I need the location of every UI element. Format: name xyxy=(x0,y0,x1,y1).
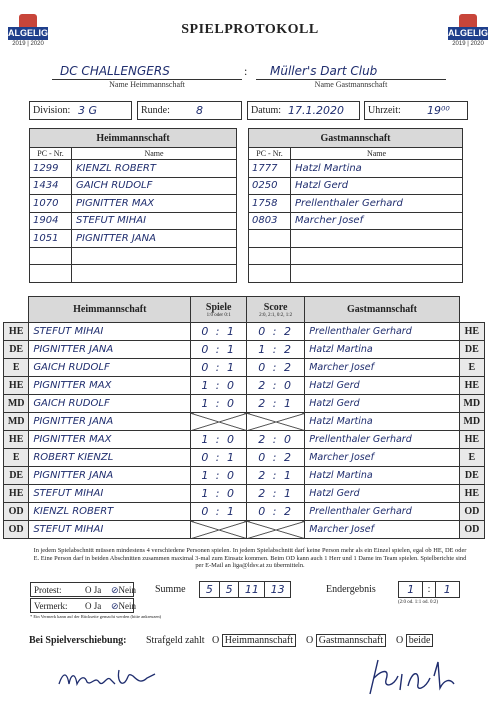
roster-name-cell[interactable]: Marcher Josef xyxy=(291,212,463,230)
roster-row xyxy=(249,160,463,178)
match-type-right: OD xyxy=(459,503,484,521)
roster-pc-cell[interactable]: 1758 xyxy=(249,195,291,213)
division-field[interactable]: 3 G xyxy=(78,104,98,117)
logo-year: 2019 | 2020 xyxy=(452,41,484,47)
roster-pc-cell[interactable] xyxy=(30,247,72,265)
roster-pc-cell[interactable]: 1051 xyxy=(30,230,72,248)
roster-row xyxy=(30,212,237,230)
match-score-cell[interactable]: 2 : 0 xyxy=(247,431,305,449)
match-score-cell[interactable]: 2 : 1 xyxy=(247,467,305,485)
roster-pc-cell[interactable] xyxy=(249,247,291,265)
roster-pc-cell[interactable] xyxy=(249,265,291,283)
roster-name-cell[interactable]: KIENZL ROBERT xyxy=(72,160,237,178)
matches-table xyxy=(3,296,485,539)
roster-pc-cell[interactable]: 1777 xyxy=(249,160,291,178)
roster-row xyxy=(249,265,463,283)
match-guest-player[interactable]: Hatzl Martina xyxy=(305,341,459,359)
match-type-right: HE xyxy=(459,485,484,503)
match-row xyxy=(4,485,485,503)
match-spiele-cell[interactable] xyxy=(191,413,247,431)
pc-header: PC - Nr. xyxy=(30,148,72,160)
roster-name-cell[interactable]: Prellenthaler Gerhard xyxy=(291,195,463,213)
match-score-cell[interactable] xyxy=(247,521,305,539)
matches-score-header: Score 2:0, 2:1, 0:2, 1:2 xyxy=(247,297,305,323)
match-type-right: DE xyxy=(459,467,484,485)
option-gast[interactable]: O Gastmannschaft xyxy=(306,635,386,646)
match-type-right: HE xyxy=(459,431,484,449)
roster-name-cell[interactable] xyxy=(72,265,237,283)
protest-nein[interactable]: ⊘Nein xyxy=(111,585,137,595)
match-type-right: E xyxy=(459,359,484,377)
match-row xyxy=(4,323,485,341)
verschiebung-label: Bei Spielverschiebung: xyxy=(29,635,127,646)
division-box: Division: 3 G xyxy=(29,101,132,120)
match-type-left: HE xyxy=(4,431,29,449)
match-score-cell[interactable]: 2 : 0 xyxy=(247,377,305,395)
runde-box: Runde: 8 xyxy=(137,101,242,120)
home-roster-table xyxy=(29,128,237,283)
match-type-left: HE xyxy=(4,485,29,503)
match-guest-player[interactable]: Marcher Josef xyxy=(305,359,459,377)
roster-name-cell[interactable] xyxy=(72,247,237,265)
match-type-left: OD xyxy=(4,521,29,539)
roster-row xyxy=(249,195,463,213)
match-type-right: HE xyxy=(459,377,484,395)
match-spiele-cell[interactable]: 0 : 1 xyxy=(191,449,247,467)
roster-pc-cell[interactable]: 1434 xyxy=(30,177,72,195)
match-score-cell[interactable]: 1 : 2 xyxy=(247,341,305,359)
match-type-right: MD xyxy=(459,413,484,431)
match-guest-player[interactable]: Prellenthaler Gerhard xyxy=(305,431,459,449)
match-home-player[interactable]: STEFUT MIHAI xyxy=(29,323,191,341)
roster-pc-cell[interactable]: 0803 xyxy=(249,212,291,230)
match-spiele-cell[interactable]: 1 : 0 xyxy=(191,485,247,503)
name-header: Name xyxy=(291,148,463,160)
strafgeld-text: Strafgeld zahlt xyxy=(146,635,205,646)
roster-row xyxy=(30,195,237,213)
pc-header: PC - Nr. xyxy=(249,148,291,160)
summe-score-home[interactable]: 11 xyxy=(239,582,265,598)
match-home-player[interactable]: GAICH RUDOLF xyxy=(29,359,191,377)
rules-text: In jedem Spielabschnitt müssen mindestens 4 verschiedene Personen spielen. In jedem Spielabschnitt darf keine Person mehr als ein Einzel spielen, egal ob HE, DE oder E. Eine Person darf in beiden Abschnitten zusammen maximal 3-mal zum Einsatz kommen. Beim OD kann auch 1 Herr und 1 Dame im Team spielen. Spielberichte sind per E-Mail an liga@ldsv.at zu übermitteln. xyxy=(33,547,467,570)
match-row xyxy=(4,503,485,521)
summe-spiele-guest[interactable]: 5 xyxy=(219,582,239,598)
match-type-left: MD xyxy=(4,413,29,431)
match-home-player[interactable]: ROBERT KIENZL xyxy=(29,449,191,467)
match-score-cell[interactable]: 0 : 2 xyxy=(247,359,305,377)
match-score-cell[interactable] xyxy=(247,413,305,431)
protest-box: Protest: O Ja ⊘Nein xyxy=(30,582,134,597)
option-beide[interactable]: O beide xyxy=(396,635,433,646)
vermerk-box: Vermerk: O Ja ⊘Nein xyxy=(30,598,134,613)
roster-row xyxy=(30,265,237,283)
match-type-right: OD xyxy=(459,521,484,539)
endergebnis-label: Endergebnis xyxy=(326,584,376,595)
summe-table xyxy=(199,581,291,598)
match-score-cell[interactable]: 2 : 1 xyxy=(247,485,305,503)
match-guest-player[interactable]: Prellenthaler Gerhard xyxy=(305,503,459,521)
roster-row xyxy=(30,247,237,265)
page-title: SPIELPROTOKOLL xyxy=(181,22,319,37)
matches-spiele-header: Spiele 1:0 oder 0:1 xyxy=(191,297,247,323)
roster-row xyxy=(30,177,237,195)
roster-name-cell[interactable]: PIGNITTER JANA xyxy=(72,230,237,248)
match-type-left: E xyxy=(4,359,29,377)
roster-row xyxy=(249,212,463,230)
match-home-player[interactable]: STEFUT MIHAI xyxy=(29,485,191,503)
vermerk-nein[interactable]: ⊘Nein xyxy=(111,601,137,611)
match-guest-player[interactable]: Hatzl Gerd xyxy=(305,485,459,503)
match-type-right: E xyxy=(459,449,484,467)
match-spiele-cell[interactable]: 1 : 0 xyxy=(191,431,247,449)
roster-pc-cell[interactable] xyxy=(30,265,72,283)
match-type-left: HE xyxy=(4,323,29,341)
logo-text: ALGELIGA xyxy=(8,28,55,38)
protest-ja[interactable]: O Ja xyxy=(85,585,102,595)
roster-pc-cell[interactable]: 1904 xyxy=(30,212,72,230)
endergebnis-hint: (2:0 od. 1:1 od. 0:2) xyxy=(398,600,438,605)
match-row xyxy=(4,467,485,485)
matches-guest-header: Gastmannschaft xyxy=(305,297,459,323)
match-home-player[interactable]: GAICH RUDOLF xyxy=(29,395,191,413)
logo-text: ALGELIGA xyxy=(448,28,495,38)
match-score-cell[interactable]: 0 : 2 xyxy=(247,449,305,467)
endergebnis-table: 1 : 1 xyxy=(398,581,460,598)
endergebnis-guest[interactable]: 1 xyxy=(435,582,459,598)
roster-row xyxy=(249,177,463,195)
match-score-cell[interactable]: 0 : 2 xyxy=(247,323,305,341)
match-guest-player[interactable]: Hatzl Martina xyxy=(305,413,459,431)
match-spiele-cell[interactable]: 0 : 1 xyxy=(191,503,247,521)
match-home-player[interactable]: PIGNITTER JANA xyxy=(29,341,191,359)
match-type-left: MD xyxy=(4,395,29,413)
roster-name-cell[interactable]: STEFUT MIHAI xyxy=(72,212,237,230)
match-type-right: MD xyxy=(459,395,484,413)
roster-row xyxy=(30,160,237,178)
summe-score-guest[interactable]: 13 xyxy=(265,582,291,598)
datum-field[interactable]: 17.1.2020 xyxy=(288,104,344,117)
match-guest-player[interactable]: Hatzl Martina xyxy=(305,467,459,485)
home-team-name[interactable]: DC CHALLENGERS xyxy=(60,64,170,78)
runde-field[interactable]: 8 xyxy=(196,104,203,117)
roster-name-cell[interactable]: Hatzl Gerd xyxy=(291,177,463,195)
signature-home xyxy=(360,650,460,700)
roster-row xyxy=(249,247,463,265)
match-row xyxy=(4,449,485,467)
uhrzeit-box: Uhrzeit: 19⁰⁰ xyxy=(364,101,468,120)
match-guest-player[interactable]: Hatzl Gerd xyxy=(305,395,459,413)
roster-name-cell[interactable]: PIGNITTER MAX xyxy=(72,195,237,213)
home-team-caption: Name Heimmannschaft xyxy=(109,80,185,89)
match-guest-player[interactable]: Prellenthaler Gerhard xyxy=(305,323,459,341)
match-spiele-cell[interactable]: 0 : 1 xyxy=(191,359,247,377)
match-type-left: OD xyxy=(4,503,29,521)
summe-spiele-home[interactable]: 5 xyxy=(200,582,220,598)
match-row xyxy=(4,413,485,431)
match-home-player[interactable]: PIGNITTER MAX xyxy=(29,377,191,395)
guest-team-caption: Name Gastmannschaft xyxy=(314,80,388,89)
footnote: * Ein Vermerk kann auf der Rückseite gemacht werden (bitte ankreuzen) xyxy=(30,614,162,619)
logo-year: 2019 | 2020 xyxy=(12,41,44,47)
match-spiele-cell[interactable]: 1 : 0 xyxy=(191,395,247,413)
match-home-player[interactable]: PIGNITTER JANA xyxy=(29,413,191,431)
roster-name-cell[interactable]: GAICH RUDOLF xyxy=(72,177,237,195)
roster-name-cell[interactable]: Hatzl Martina xyxy=(291,160,463,178)
roster-pc-cell[interactable]: 1299 xyxy=(30,160,72,178)
match-spiele-cell[interactable]: 0 : 1 xyxy=(191,341,247,359)
match-home-player[interactable]: PIGNITTER JANA xyxy=(29,467,191,485)
match-row xyxy=(4,341,485,359)
roster-row xyxy=(249,230,463,248)
roster-name-cell[interactable] xyxy=(291,265,463,283)
match-guest-player[interactable]: Hatzl Gerd xyxy=(305,377,459,395)
match-type-left: HE xyxy=(4,377,29,395)
roster-pc-cell[interactable]: 0250 xyxy=(249,177,291,195)
match-home-player[interactable]: STEFUT MIHAI xyxy=(29,521,191,539)
roster-pc-cell[interactable]: 1070 xyxy=(30,195,72,213)
match-type-left: DE xyxy=(4,341,29,359)
match-type-right: HE xyxy=(459,323,484,341)
option-heim[interactable]: O Heimmannschaft xyxy=(212,635,296,646)
roster-name-cell[interactable] xyxy=(291,247,463,265)
roster-row xyxy=(30,230,237,248)
match-score-cell[interactable]: 0 : 2 xyxy=(247,503,305,521)
uhrzeit-field[interactable]: 19⁰⁰ xyxy=(427,104,450,117)
match-home-player[interactable]: PIGNITTER MAX xyxy=(29,431,191,449)
match-type-left: DE xyxy=(4,467,29,485)
endergebnis-home[interactable]: 1 xyxy=(399,582,423,598)
match-spiele-cell[interactable]: 1 : 0 xyxy=(191,377,247,395)
match-spiele-cell[interactable]: 1 : 0 xyxy=(191,467,247,485)
roster-pc-cell[interactable] xyxy=(249,230,291,248)
match-spiele-cell[interactable] xyxy=(191,521,247,539)
match-row xyxy=(4,359,485,377)
matches-home-header: Heimmannschaft xyxy=(29,297,191,323)
match-home-player[interactable]: KIENZL ROBERT xyxy=(29,503,191,521)
match-row xyxy=(4,395,485,413)
match-score-cell[interactable]: 2 : 1 xyxy=(247,395,305,413)
signature-guest xyxy=(55,662,165,692)
match-row xyxy=(4,431,485,449)
guest-roster-title: Gastmannschaft xyxy=(249,129,463,148)
guest-team-name[interactable]: Müller's Dart Club xyxy=(270,64,378,78)
match-spiele-cell[interactable]: 0 : 1 xyxy=(191,323,247,341)
name-header: Name xyxy=(72,148,237,160)
team-separator: : xyxy=(244,64,248,78)
match-type-right: DE xyxy=(459,341,484,359)
datum-box: Datum: 17.1.2020 xyxy=(247,101,360,120)
roster-name-cell[interactable] xyxy=(291,230,463,248)
guest-roster-table xyxy=(248,128,463,283)
match-row xyxy=(4,521,485,539)
vermerk-ja[interactable]: O Ja xyxy=(85,601,102,611)
match-type-left: E xyxy=(4,449,29,467)
summe-label: Summe xyxy=(155,584,186,595)
home-roster-title: Heimmannschaft xyxy=(30,129,237,148)
match-row xyxy=(4,377,485,395)
match-guest-player[interactable]: Marcher Josef xyxy=(305,521,459,539)
match-guest-player[interactable]: Marcher Josef xyxy=(305,449,459,467)
